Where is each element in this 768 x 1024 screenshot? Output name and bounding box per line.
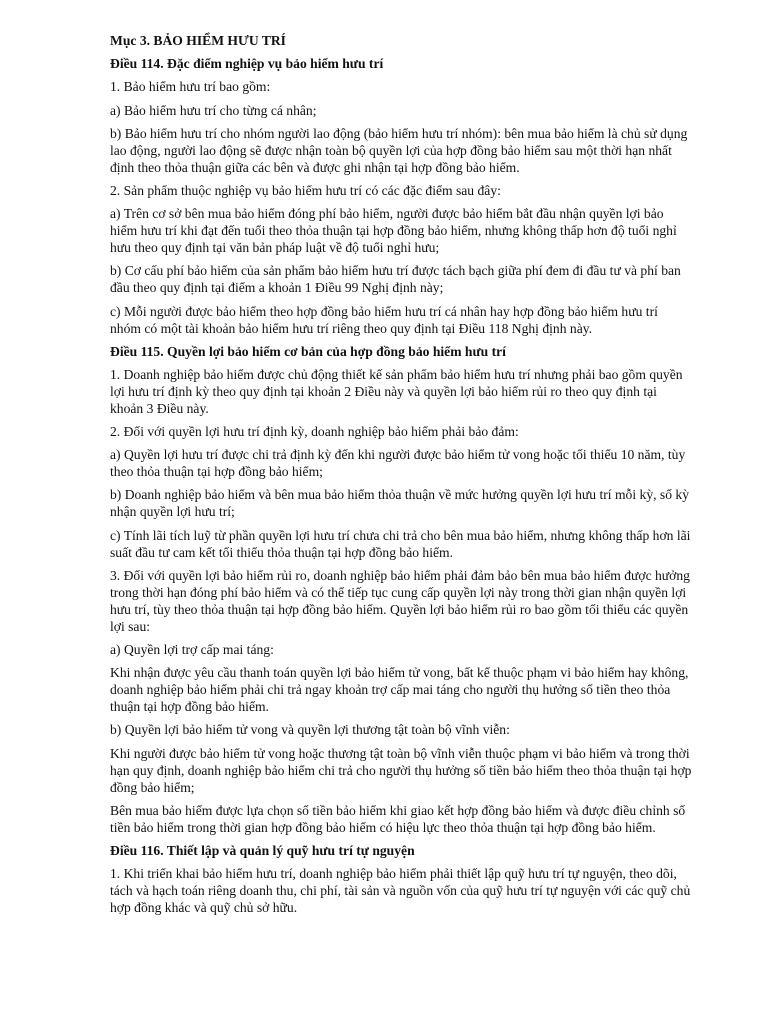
paragraph: a) Bảo hiểm hưu trí cho từng cá nhân; [110, 102, 317, 118]
article-heading: Điều 114. Đặc điểm nghiệp vụ bảo hiểm hưu trí [110, 56, 384, 72]
paragraph: 2. Sản phẩm thuộc nghiệp vụ bảo hiểm hưu trí có các đặc điểm sau đây: [110, 182, 501, 198]
document-page [110, 32, 692, 922]
paragraph: Khi người được bảo hiểm tử vong hoặc thương tật toàn bộ vĩnh viễn thuộc phạm vi bảo hiểm và trong thời hạn quy định, doanh nghiệp bảo hiểm chi trả cho người thụ hưởng số tiền bảo hiểm theo thỏa thuận tại hợp đồng bảo hiểm; [110, 745, 692, 795]
paragraph: c) Tính lãi tích luỹ từ phần quyền lợi hưu trí chưa chi trả cho bên mua bảo hiểm, nhưng không thấp hơn lãi suất đầu tư cam kết tối thiểu thỏa thuận tại hợp đồng bảo hiểm. [110, 527, 691, 560]
section-title: Mục 3. BẢO HIỂM HƯU TRÍ [110, 33, 286, 48]
paragraph: 2. Đối với quyền lợi hưu trí định kỳ, doanh nghiệp bảo hiểm phải bảo đảm: [110, 424, 519, 440]
paragraph: 3. Đối với quyền lợi bảo hiểm rủi ro, doanh nghiệp bảo hiểm phải đảm bảo bên mua bảo hiểm được hưởng trong thời hạn đóng phí bảo hiểm và có thể tiếp tục cung cấp quyền lợi này trong thời gian nhận quyền lợi hưu trí, tùy theo thỏa thuận tại hợp đồng bảo hiểm. Quyền lợi bảo hiểm rủi ro bao gồm tối thiểu các quyền lợi sau: [110, 567, 690, 634]
paragraph: Khi nhận được yêu cầu thanh toán quyền lợi bảo hiểm tử vong, bất kể thuộc phạm vi bảo hiểm hay không, doanh nghiệp bảo hiểm phải chi trả ngay khoản trợ cấp mai táng cho người thụ hưởng số tiền theo thỏa thuận tại hợp đồng bảo hiểm. [110, 665, 689, 715]
paragraph: b) Doanh nghiệp bảo hiểm và bên mua bảo hiểm thỏa thuận về mức hưởng quyền lợi hưu trí mỗi kỳ, số kỳ nhận quyền lợi hưu trí; [110, 487, 689, 520]
paragraph: b) Cơ cấu phí bảo hiểm của sản phẩm bảo hiểm hưu trí được tách bạch giữa phí đem đi đầu tư và phí ban đầu theo quy định tại điểm a khoản 1 Điều 99 Nghị định này; [110, 263, 681, 296]
paragraph: 1. Bảo hiểm hưu trí bao gồm: [110, 79, 271, 95]
document-body [110, 55, 692, 916]
paragraph: b) Quyền lợi bảo hiểm tử vong và quyền lợi thương tật toàn bộ vĩnh viễn: [110, 722, 510, 738]
article-heading: Điều 115. Quyền lợi bảo hiểm cơ bản của hợp đồng bảo hiểm hưu trí [110, 343, 506, 359]
paragraph: 1. Doanh nghiệp bảo hiểm được chủ động thiết kế sản phẩm bảo hiểm hưu trí nhưng phải bao gồm quyền lợi hưu trí định kỳ theo quy định tại khoản 2 Điều này và quyền lợi bảo hiểm rủi ro theo quy định tại khoản 3 Điều này. [110, 366, 683, 416]
article-heading: Điều 116. Thiết lập và quản lý quỹ hưu trí tự nguyện [110, 842, 415, 858]
paragraph: a) Quyền lợi trợ cấp mai táng: [110, 642, 274, 657]
paragraph: c) Mỗi người được bảo hiểm theo hợp đồng bảo hiểm hưu trí cá nhân hay hợp đồng bảo hiểm hưu trí nhóm có một tài khoản bảo hiểm hưu trí riêng theo quy định tại Điều 118 Nghị định này. [110, 303, 658, 336]
paragraph: b) Bảo hiểm hưu trí cho nhóm người lao động (bảo hiểm hưu trí nhóm): bên mua bảo hiểm là chủ sử dụng lao động, người lao động sẽ được nhận toàn bộ quyền lợi của hợp đồng bảo hiểm sau một thời hạn nhất định theo thỏa thuận giữa các bên và được ghi nhận tại hợp đồng bảo hiểm. [110, 125, 688, 175]
paragraph: Bên mua bảo hiểm được lựa chọn số tiền bảo hiểm khi giao kết hợp đồng bảo hiểm và được điều chỉnh số tiền bảo hiểm trong thời gian hợp đồng bảo hiểm có hiệu lực theo thỏa thuận tại hợp đồng bảo hiểm. [110, 802, 686, 835]
paragraph: a) Trên cơ sở bên mua bảo hiểm đóng phí bảo hiểm, người được bảo hiểm bắt đầu nhận quyền lợi bảo hiểm hưu trí khi đạt đến tuổi theo thỏa thuận tại hợp đồng bảo hiểm, nhưng không thấp hơn độ tuổi nghỉ hưu theo quy định tại văn bản pháp luật về độ tuổi nghỉ hưu; [110, 206, 677, 256]
paragraph: 1. Khi triển khai bảo hiểm hưu trí, doanh nghiệp bảo hiểm phải thiết lập quỹ hưu trí tự nguyện, theo dõi, tách và hạch toán riêng doanh thu, chi phí, tài sản và nguồn vốn của quỹ hưu trí tự nguyện với các quỹ chủ hợp đồng khác và quỹ chủ sở hữu. [110, 866, 691, 916]
paragraph: a) Quyền lợi hưu trí được chi trả định kỳ đến khi người được bảo hiểm tử vong hoặc tối thiểu 10 năm, tùy theo thỏa thuận tại hợp đồng bảo hiểm; [110, 447, 686, 480]
